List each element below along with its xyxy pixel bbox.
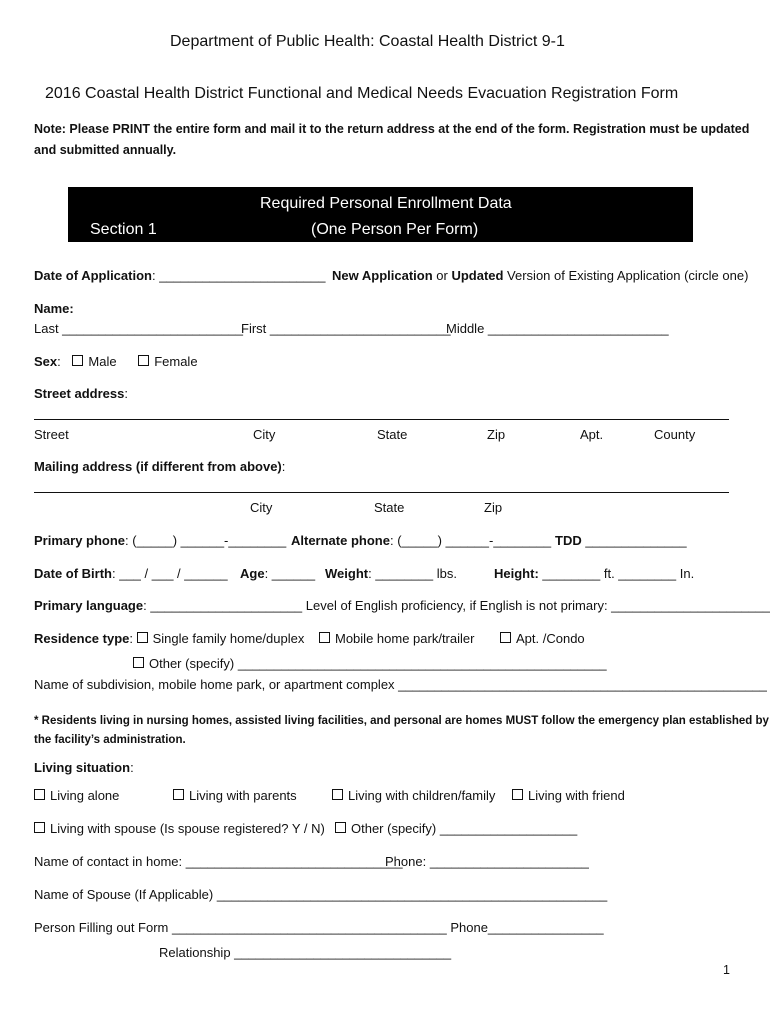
alternate-phone-field[interactable]: : (_____) ______-________ <box>389 533 552 548</box>
primary-language-label: Primary language <box>34 598 144 613</box>
living-children-label: Living with children/family <box>348 788 496 803</box>
county-col-label: County <box>654 427 696 442</box>
living-situation-colon: : <box>130 760 134 775</box>
mailing-zip-col-label: Zip <box>484 500 503 515</box>
residence-other-checkbox-group[interactable] <box>133 656 607 671</box>
living-friend-checkbox-group[interactable] <box>512 788 625 803</box>
mailing-city-col-label: City <box>250 500 273 515</box>
living-spouse-checkbox[interactable] <box>34 822 45 833</box>
section-title-line-1: Required Personal Enrollment Data <box>260 195 512 212</box>
first-name-field[interactable]: First _________________________ <box>241 321 451 336</box>
mobile-home-label: Mobile home park/trailer <box>335 631 475 646</box>
female-label: Female <box>154 354 198 369</box>
alternate-phone-label: Alternate phone <box>291 533 390 548</box>
living-children-checkbox[interactable] <box>332 789 343 800</box>
primary-phone-field[interactable]: : (_____) ______-________ <box>125 533 287 548</box>
male-checkbox[interactable] <box>72 355 83 366</box>
living-friend-label: Living with friend <box>528 788 625 803</box>
application-type-instructions: Version of Existing Application (circle one) <box>503 268 749 283</box>
apt-condo-checkbox-group[interactable] <box>500 631 585 646</box>
subdivision-field[interactable]: Name of subdivision, mobile home park, or apartment complex ___________________________________________________ <box>34 677 767 692</box>
living-parents-checkbox[interactable] <box>173 789 184 800</box>
mailing-address-line[interactable] <box>34 492 729 493</box>
tdd-field[interactable]: ______________ <box>581 533 687 548</box>
primary-language-row[interactable] <box>34 598 770 613</box>
living-parents-checkbox-group[interactable] <box>173 788 297 803</box>
primary-phone-row[interactable] <box>34 533 286 548</box>
living-spouse-checkbox-group[interactable] <box>34 821 325 836</box>
dob-field[interactable]: : ___ / ___ / ______ <box>112 566 228 581</box>
single-family-checkbox[interactable] <box>137 632 148 643</box>
height-label: Height: <box>494 566 539 581</box>
living-other-field[interactable]: Other (specify) ___________________ <box>351 821 578 836</box>
tdd-row[interactable] <box>555 533 687 548</box>
living-other-checkbox[interactable] <box>335 822 346 833</box>
last-name-field[interactable]: Last _________________________ <box>34 321 243 336</box>
living-parents-label: Living with parents <box>189 788 297 803</box>
section-1-header-bar <box>68 187 693 242</box>
living-other-checkbox-group[interactable] <box>335 821 577 836</box>
state-col-label: State <box>377 427 408 442</box>
mailing-address-heading: Mailing address (if different from above) <box>34 459 282 474</box>
section-label: Section 1 <box>90 221 157 238</box>
residence-other-field[interactable]: Other (specify) ___________________________________________________ <box>149 656 607 671</box>
living-alone-checkbox[interactable] <box>34 789 45 800</box>
sex-label: Sex <box>34 354 58 369</box>
name-heading: Name: <box>34 301 74 316</box>
application-type-row <box>332 268 748 283</box>
primary-language-field[interactable]: : _____________________ Level of English proficiency, if English is not primary: ______________________ <box>143 598 770 613</box>
male-label: Male <box>88 354 117 369</box>
street-address-colon: : <box>124 386 128 401</box>
residence-type-colon: : <box>129 631 137 646</box>
zip-col-label: Zip <box>487 427 506 442</box>
age-row[interactable] <box>240 566 315 581</box>
street-address-heading-row <box>34 386 128 401</box>
street-col-label: Street <box>34 427 69 442</box>
form-filler-field[interactable]: Person Filling out Form ______________________________________ Phone________________ <box>34 920 604 935</box>
alternate-phone-row[interactable] <box>291 533 551 548</box>
residents-note-line-2: the facility’s administration. <box>34 734 186 746</box>
age-label: Age <box>240 566 265 581</box>
street-address-line[interactable] <box>34 419 729 420</box>
height-row[interactable] <box>494 566 694 581</box>
mobile-home-checkbox[interactable] <box>319 632 330 643</box>
residence-type-row <box>34 631 304 646</box>
dob-label: Date of Birth <box>34 566 112 581</box>
female-checkbox[interactable] <box>138 355 149 366</box>
weight-label: Weight <box>325 566 369 581</box>
living-alone-label: Living alone <box>50 788 120 803</box>
apt-condo-checkbox[interactable] <box>500 632 511 643</box>
date-of-application-row <box>34 268 325 283</box>
contact-name-field[interactable]: Name of contact in home: ______________________________ <box>34 854 403 869</box>
new-application-option[interactable]: New Application <box>332 268 433 283</box>
street-address-heading: Street address <box>34 386 125 401</box>
page-number: 1 <box>723 963 730 977</box>
updated-option[interactable]: Updated <box>451 268 504 283</box>
form-title: 2016 Coastal Health District Functional and Medical Needs Evacuation Registration Form <box>45 85 679 102</box>
weight-field[interactable]: : ________ lbs. <box>368 566 457 581</box>
height-field[interactable]: ________ ft. ________ In. <box>538 566 695 581</box>
section-title-line-2: (One Person Per Form) <box>311 221 479 238</box>
single-family-checkbox-group[interactable] <box>137 631 305 646</box>
city-col-label: City <box>253 427 276 442</box>
relationship-field[interactable]: Relationship ______________________________ <box>159 945 452 960</box>
apt-condo-label: Apt. /Condo <box>516 631 585 646</box>
residence-other-checkbox[interactable] <box>133 657 144 668</box>
mailing-address-heading-row <box>34 459 285 474</box>
living-spouse-label: Living with spouse (Is spouse registered? Y / N) <box>50 821 325 836</box>
living-friend-checkbox[interactable] <box>512 789 523 800</box>
spouse-name-field[interactable]: Name of Spouse (If Applicable) ______________________________________________________ <box>34 887 608 902</box>
dob-row[interactable] <box>34 566 228 581</box>
age-field[interactable]: : ______ <box>264 566 316 581</box>
department-title: Department of Public Health: Coastal Health District 9-1 <box>170 33 565 50</box>
note-line-2: and submitted annually. <box>34 143 177 157</box>
living-situation-heading-row <box>34 760 134 775</box>
date-of-application-field[interactable]: : _______________________ <box>151 268 326 283</box>
middle-name-field[interactable]: Middle _________________________ <box>446 321 669 336</box>
sex-colon: : <box>57 354 61 369</box>
primary-phone-label: Primary phone <box>34 533 126 548</box>
apt-col-label: Apt. <box>580 427 604 442</box>
residence-type-label: Residence type <box>34 631 130 646</box>
mailing-state-col-label: State <box>374 500 405 515</box>
female-checkbox-group[interactable] <box>138 354 197 369</box>
living-alone-checkbox-group[interactable] <box>34 788 119 803</box>
living-children-checkbox-group[interactable] <box>332 788 495 803</box>
tdd-label: TDD <box>555 533 582 548</box>
or-text: or <box>432 268 452 283</box>
male-checkbox-group[interactable] <box>72 354 116 369</box>
mobile-home-checkbox-group[interactable] <box>319 631 474 646</box>
contact-phone-field[interactable]: Phone: ______________________ <box>385 854 589 869</box>
sex-row <box>34 354 198 369</box>
date-of-application-label: Date of Application <box>34 268 152 283</box>
note-line-1: Note: Please PRINT the entire form and mail it to the return address at the end of the form. Registration must be updated <box>34 122 750 136</box>
residents-note-line-1: * Residents living in nursing homes, assisted living facilities, and personal are homes MUST follow the emergency plan established by <box>34 715 769 727</box>
weight-row[interactable] <box>325 566 457 581</box>
single-family-label: Single family home/duplex <box>152 631 305 646</box>
living-situation-label: Living situation <box>34 760 131 775</box>
mailing-address-colon: : <box>281 459 286 474</box>
